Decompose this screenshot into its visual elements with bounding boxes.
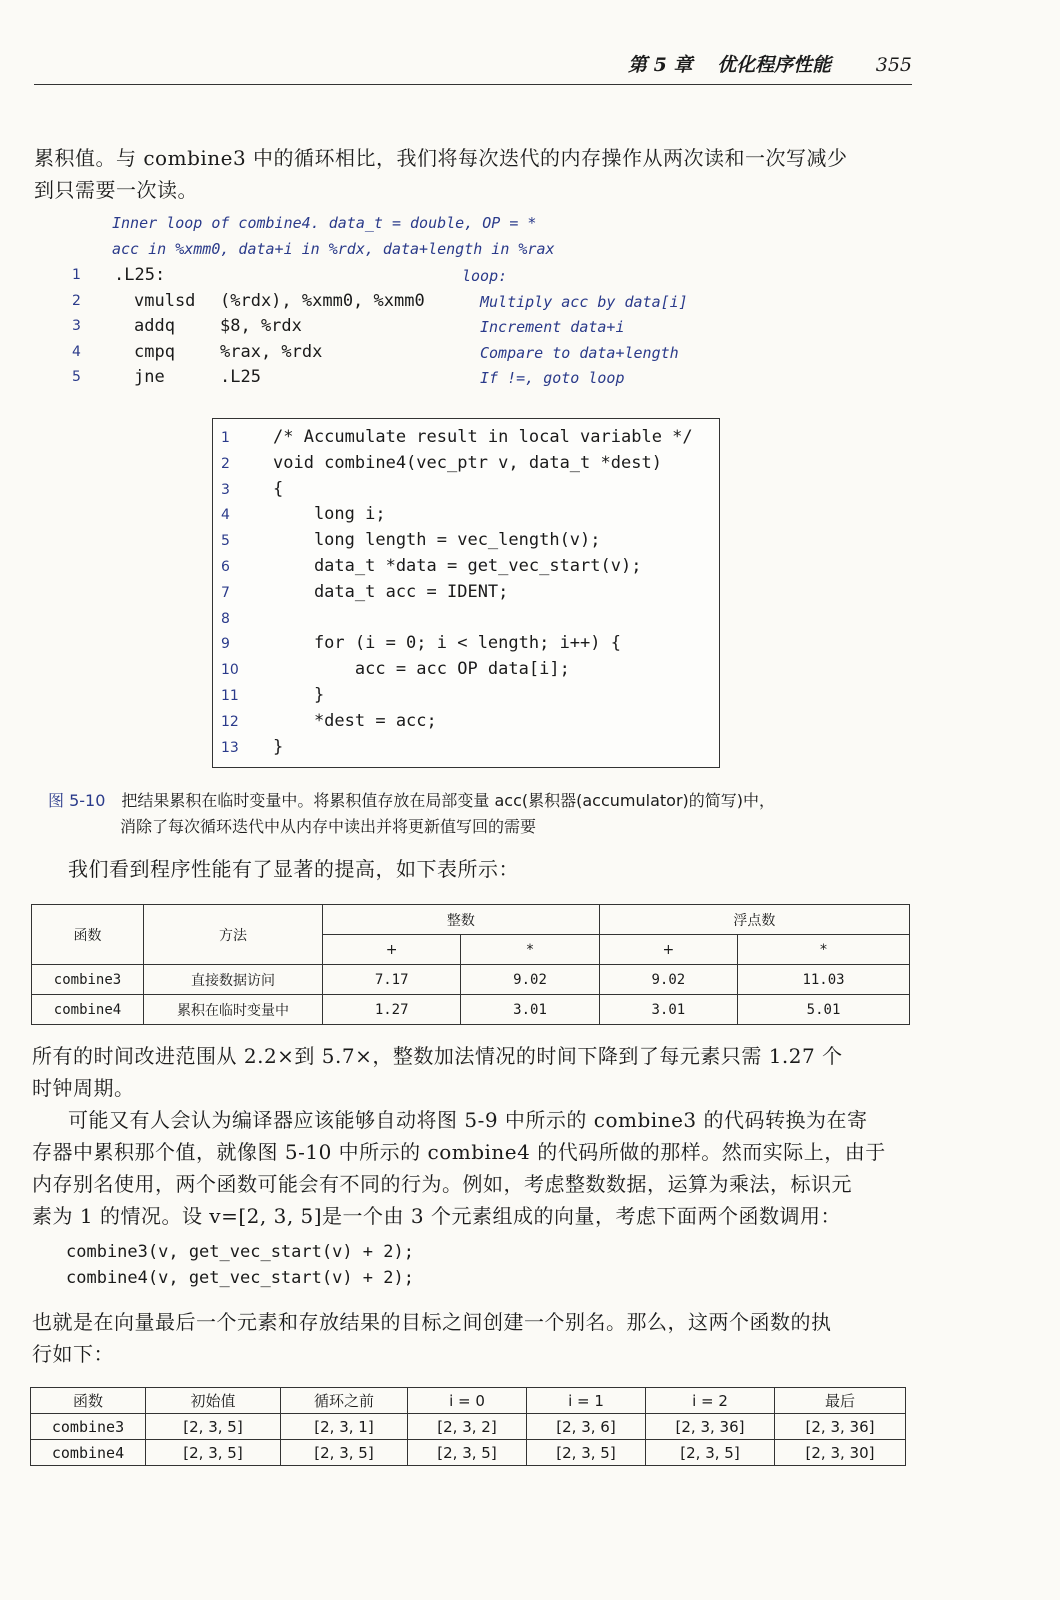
header-cell: i = 2	[646, 1388, 775, 1414]
header-cell: 函数	[31, 1388, 146, 1414]
header-integer: 整数	[323, 905, 600, 935]
code-line-text: data_t acc = IDENT;	[273, 581, 509, 602]
cell-value: [2, 3, 5]	[527, 1440, 646, 1466]
paragraph-3	[32, 1040, 843, 1104]
running-header	[34, 50, 912, 85]
asm-line-comment: If !=, goto loop	[480, 369, 625, 388]
figure-number: 图 5-10	[48, 791, 106, 810]
cell-value: [2, 3, 5]	[281, 1440, 408, 1466]
code-line	[213, 608, 719, 634]
table-row	[31, 1414, 906, 1440]
code-line	[213, 659, 719, 685]
cell-value: [2, 3, 30]	[775, 1440, 906, 1466]
paragraph-1	[34, 142, 848, 206]
header-op: *	[738, 935, 910, 965]
cell-method: 累积在临时变量中	[144, 995, 323, 1025]
code-line-number: 6	[221, 559, 230, 575]
code-line-number: 10	[221, 662, 239, 679]
code-line	[213, 685, 719, 711]
page-number: 355	[875, 54, 912, 76]
paragraph-5	[32, 1306, 832, 1370]
code-line-text: void combine4(vec_ptr v, data_t *dest)	[273, 452, 662, 473]
code-line-text: }	[273, 736, 284, 757]
asm-comment-2: acc in %xmm0, data+i in %rdx, data+length in %rax	[112, 240, 555, 258]
table-row	[32, 965, 910, 995]
code-line-text: acc = acc OP data[i];	[273, 659, 570, 680]
table-row	[32, 995, 910, 1025]
cell-function: combine3	[32, 965, 144, 995]
asm-operands: .L25	[220, 367, 261, 388]
cell-function: combine3	[31, 1414, 146, 1440]
header-cell: 最后	[775, 1388, 906, 1414]
cell-value: 9.02	[599, 965, 737, 995]
code-line-text: }	[273, 685, 325, 705]
header-method: 方法	[144, 905, 323, 965]
code-call-1: combine3(v, get_vec_start(v) + 2);	[66, 1242, 414, 1262]
paragraph-5-line-2: 行如下：	[32, 1342, 114, 1366]
code-line	[213, 530, 719, 556]
paragraph-4-line-1: 可能又有人会认为编译器应该能够自动将图 5-9 中所示的 combine3 的代码转换为在寄	[68, 1108, 868, 1132]
code-listing-box	[212, 418, 720, 768]
header-op: +	[599, 935, 737, 965]
cell-value: [2, 3, 5]	[646, 1440, 775, 1466]
cell-value: [2, 3, 36]	[775, 1414, 906, 1440]
aliasing-table	[30, 1387, 906, 1466]
code-line-text: {	[273, 478, 284, 499]
cell-method: 直接数据访问	[144, 965, 323, 995]
code-line-number: 7	[221, 584, 230, 601]
figure-caption	[48, 788, 776, 836]
paragraph-1-line-2: 到只需要一次读。	[34, 178, 198, 202]
code-line-number: 13	[221, 739, 239, 756]
asm-label: .L25:	[114, 265, 166, 285]
cell-value: 7.17	[323, 965, 461, 995]
header-cell: 初始值	[146, 1388, 281, 1414]
code-line	[213, 556, 719, 582]
cell-value: 11.03	[738, 965, 910, 995]
asm-line-number: 5	[72, 369, 81, 386]
code-line	[213, 504, 719, 530]
header-cell: 循环之前	[281, 1388, 408, 1414]
code-line	[213, 737, 719, 763]
asm-line-number: 4	[72, 343, 81, 360]
asm-line-number: 3	[72, 318, 81, 335]
cell-value: [2, 3, 1]	[281, 1414, 408, 1440]
paragraph-1-line-1: 累积值。与 combine3 中的循环相比，我们将每次迭代的内存操作从两次读和一次写减少	[34, 146, 848, 170]
paragraph-4-line-3: 内存别名使用，两个函数可能会有不同的行为。例如，考虑整数数据，运算为乘法，标识元	[32, 1172, 852, 1196]
code-line-number: 1	[221, 430, 230, 446]
code-line-text: for (i = 0; i < length; i++) {	[273, 633, 621, 654]
cell-value: 9.02	[461, 965, 599, 995]
code-line	[213, 711, 719, 737]
chapter-label: 第 5 章	[628, 54, 693, 76]
table-row	[31, 1440, 906, 1466]
asm-line-comment: Multiply acc by data[i]	[480, 292, 688, 311]
code-line	[213, 582, 719, 608]
code-line-text: data_t *data = get_vec_start(v);	[273, 556, 642, 576]
code-line-text: long length = vec_length(v);	[273, 530, 601, 551]
asm-line-number: 1	[72, 267, 81, 283]
header-op: *	[461, 935, 599, 965]
cell-function: combine4	[31, 1440, 146, 1466]
cell-value: [2, 3, 5]	[146, 1440, 281, 1466]
caption-line-2: 消除了每次循环迭代中从内存中读出并将更新值写回的需要	[120, 817, 537, 836]
code-line-text: *dest = acc;	[273, 710, 437, 731]
header-float: 浮点数	[599, 905, 909, 935]
chapter-title: 优化程序性能	[717, 54, 832, 76]
cell-value: 3.01	[461, 995, 599, 1025]
asm-operands: (%rdx), %xmm0, %xmm0	[220, 290, 425, 311]
cell-value: 1.27	[323, 995, 461, 1025]
caption-line-1: 把结果累积在临时变量中。将累积值存放在局部变量 acc(累积器(accumulator)的简写)中，	[121, 791, 776, 810]
paragraph-5-line-1: 也就是在向量最后一个元素和存放结果的目标之间创建一个别名。那么，这两个函数的执	[32, 1310, 832, 1334]
paragraph-3-line-2: 时钟周期。	[32, 1076, 135, 1100]
header-function: 函数	[32, 905, 144, 965]
cell-value: [2, 3, 5]	[408, 1440, 527, 1466]
header-op: +	[323, 935, 461, 965]
code-line	[213, 453, 719, 479]
cell-value: [2, 3, 6]	[527, 1414, 646, 1440]
asm-opcode: jne	[134, 367, 165, 388]
asm-line-comment: Increment data+i	[480, 318, 625, 337]
asm-operands: $8, %rdx	[220, 316, 302, 337]
code-line-text: long i;	[273, 504, 386, 525]
paragraph-4	[32, 1104, 886, 1232]
code-line-number: 2	[221, 455, 230, 472]
asm-comment-1: Inner loop of combine4. data_t = double, OP = *	[112, 214, 537, 232]
asm-operands: %rax, %rdx	[220, 341, 323, 362]
code-line	[213, 479, 719, 505]
paragraph-2: 我们看到程序性能有了显著的提高，如下表所示：	[68, 857, 519, 881]
code-line-number: 11	[221, 688, 239, 704]
asm-opcode: vmulsd	[134, 290, 196, 311]
asm-line-comment: Compare to data+length	[480, 343, 679, 362]
asm-line-comment: loop:	[462, 267, 508, 285]
code-line-number: 3	[221, 481, 230, 498]
code-line-number: 12	[221, 713, 239, 730]
header-cell: i = 1	[527, 1388, 646, 1414]
header-cell: i = 0	[408, 1388, 527, 1414]
asm-line-number: 2	[72, 292, 81, 309]
code-line	[213, 633, 719, 659]
code-call-2: combine4(v, get_vec_start(v) + 2);	[66, 1268, 414, 1288]
cell-function: combine4	[32, 995, 144, 1025]
code-line	[213, 427, 719, 453]
cell-value: [2, 3, 5]	[146, 1414, 281, 1440]
cell-value: 5.01	[738, 995, 910, 1025]
code-line-number: 5	[221, 533, 230, 550]
asm-opcode: addq	[134, 316, 175, 337]
code-line-number: 8	[221, 610, 230, 627]
paragraph-3-line-1: 所有的时间改进范围从 2.2×到 5.7×，整数加法情况的时间下降到了每元素只需 1.27 个	[32, 1044, 843, 1068]
asm-opcode: cmpq	[134, 341, 175, 362]
paragraph-4-line-4: 素为 1 的情况。设 v=[2, 3, 5]是一个由 3 个元素组成的向量，考虑下面两个函数调用：	[32, 1204, 842, 1228]
code-line-number: 4	[221, 507, 230, 524]
code-line-text: /* Accumulate result in local variable */	[273, 427, 693, 447]
cell-value: [2, 3, 2]	[408, 1414, 527, 1440]
code-line-number: 9	[221, 636, 230, 653]
paragraph-4-line-2: 存器中累积那个值，就像图 5-10 中所示的 combine4 的代码所做的那样。然而实际上，由于	[32, 1140, 886, 1164]
performance-table	[31, 904, 910, 1025]
cell-value: 3.01	[599, 995, 737, 1025]
cell-value: [2, 3, 36]	[646, 1414, 775, 1440]
